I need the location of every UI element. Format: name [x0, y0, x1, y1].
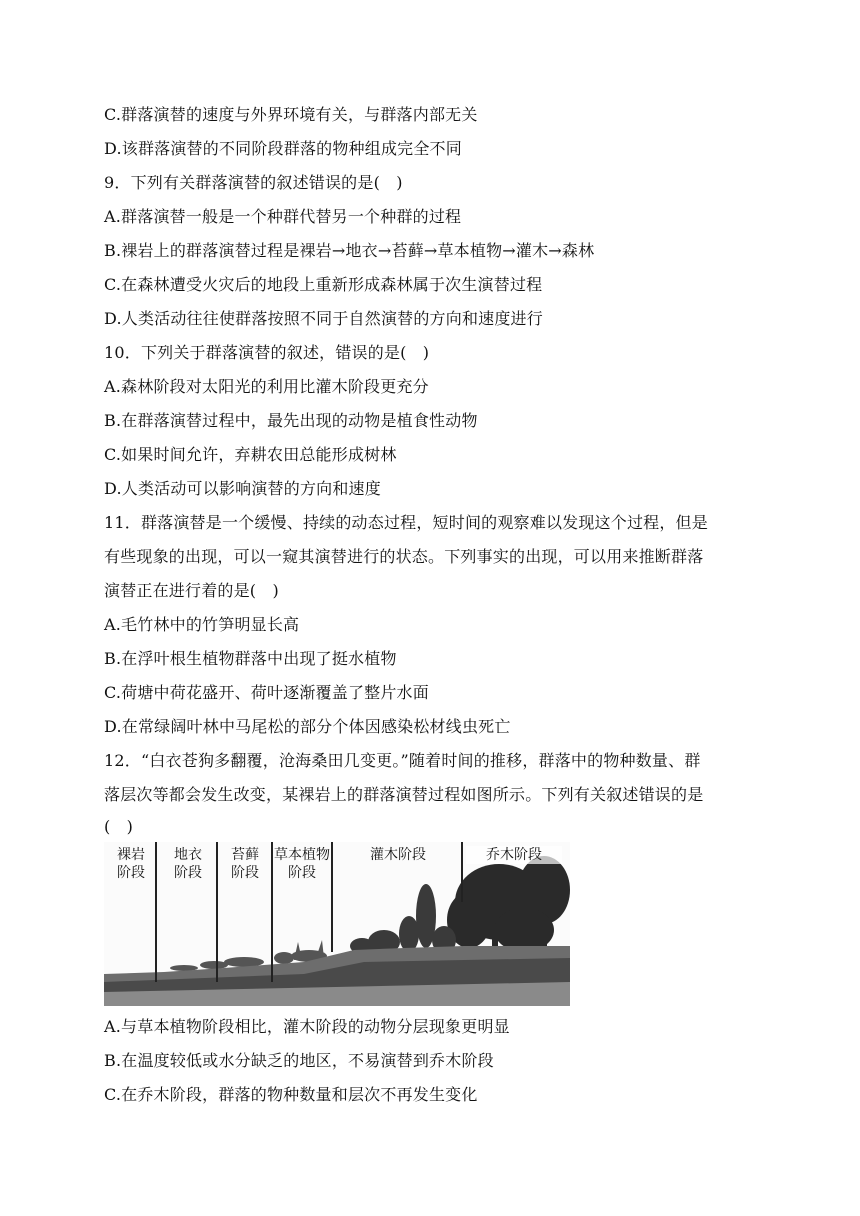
question-9-option-b: B.裸岩上的群落演替过程是裸岩→地衣→苔藓→草本植物→灌木→森林 — [104, 241, 595, 260]
question-11-option-d: D.在常绿阔叶林中马尾松的部分个体因感染松材线虫死亡 — [104, 717, 511, 736]
question-11-option-a: A.毛竹林中的竹笋明显长高 — [104, 615, 300, 634]
question-9-option-c: C.在森林遭受火灾后的地段上重新形成森林属于次生演替过程 — [104, 275, 543, 294]
question-11-stem: 演替正在进行着的是( ) — [104, 581, 279, 600]
question-12-option-c: C.在乔木阶段，群落的物种数量和层次不再发生变化 — [104, 1085, 478, 1104]
question-10-option-b: B.在群落演替过程中，最先出现的动物是植食性动物 — [104, 411, 478, 430]
question-10-option-a: A.森林阶段对太阳光的利用比灌木阶段更充分 — [104, 377, 429, 396]
stage-divider — [216, 842, 218, 982]
stage-label-herb: 草本植物 阶段 — [274, 847, 330, 881]
question-12-stem: ( ) — [104, 817, 134, 836]
question-9-option-a: A.群落演替一般是一个种群代替另一个种群的过程 — [104, 207, 462, 226]
stage-label-shrub: 灌木阶段 — [370, 847, 426, 863]
stage-label-arbor: 乔木阶段 — [466, 846, 562, 864]
question-12-option-a: A.与草本植物阶段相比，灌木阶段的动物分层现象更明显 — [104, 1017, 510, 1036]
question-12-stem: 12．“白衣苍狗多翻覆，沧海桑田几变更。”随着时间的推移，群落中的物种数量、群 — [104, 751, 701, 770]
stage-label-moss: 苔藓 阶段 — [231, 847, 259, 881]
stage-label-lichen: 地衣 阶段 — [174, 847, 202, 881]
stage-divider — [461, 842, 463, 902]
question-9-stem: 9．下列有关群落演替的叙述错误的是( ) — [104, 173, 403, 192]
question-11-option-b: B.在浮叶根生植物群落中出现了挺水植物 — [104, 649, 397, 668]
text-line: D.该群落演替的不同阶段群落的物种组成完全不同 — [104, 139, 462, 158]
stage-divider — [155, 842, 157, 982]
question-12-stem: 落层次等都会发生改变，某裸岩上的群落演替过程如图所示。下列有关叙述错误的是 — [104, 785, 704, 804]
question-10-stem: 10．下列关于群落演替的叙述，错误的是( ) — [104, 343, 430, 362]
stage-label-bare-rock: 裸岩 阶段 — [117, 847, 145, 881]
question-11-stem: 有些现象的出现，可以一窥其演替进行的状态。下列事实的出现，可以用来推断群落 — [104, 547, 704, 566]
question-11-option-c: C.荷塘中荷花盛开、荷叶逐渐覆盖了整片水面 — [104, 683, 429, 702]
text-line: C.群落演替的速度与外界环境有关，与群落内部无关 — [104, 105, 478, 124]
question-11-stem: 11．群落演替是一个缓慢、持续的动态过程，短时间的观察难以发现这个过程，但是 — [104, 513, 708, 532]
question-10-option-c: C.如果时间允许，弃耕农田总能形成树林 — [104, 445, 397, 464]
succession-figure — [104, 842, 570, 1006]
question-10-option-d: D.人类活动可以影响演替的方向和速度 — [104, 479, 381, 498]
question-9-option-d: D.人类活动往往使群落按照不同于自然演替的方向和速度进行 — [104, 309, 543, 328]
question-12-option-b: B.在温度较低或水分缺乏的地区，不易演替到乔木阶段 — [104, 1051, 494, 1070]
